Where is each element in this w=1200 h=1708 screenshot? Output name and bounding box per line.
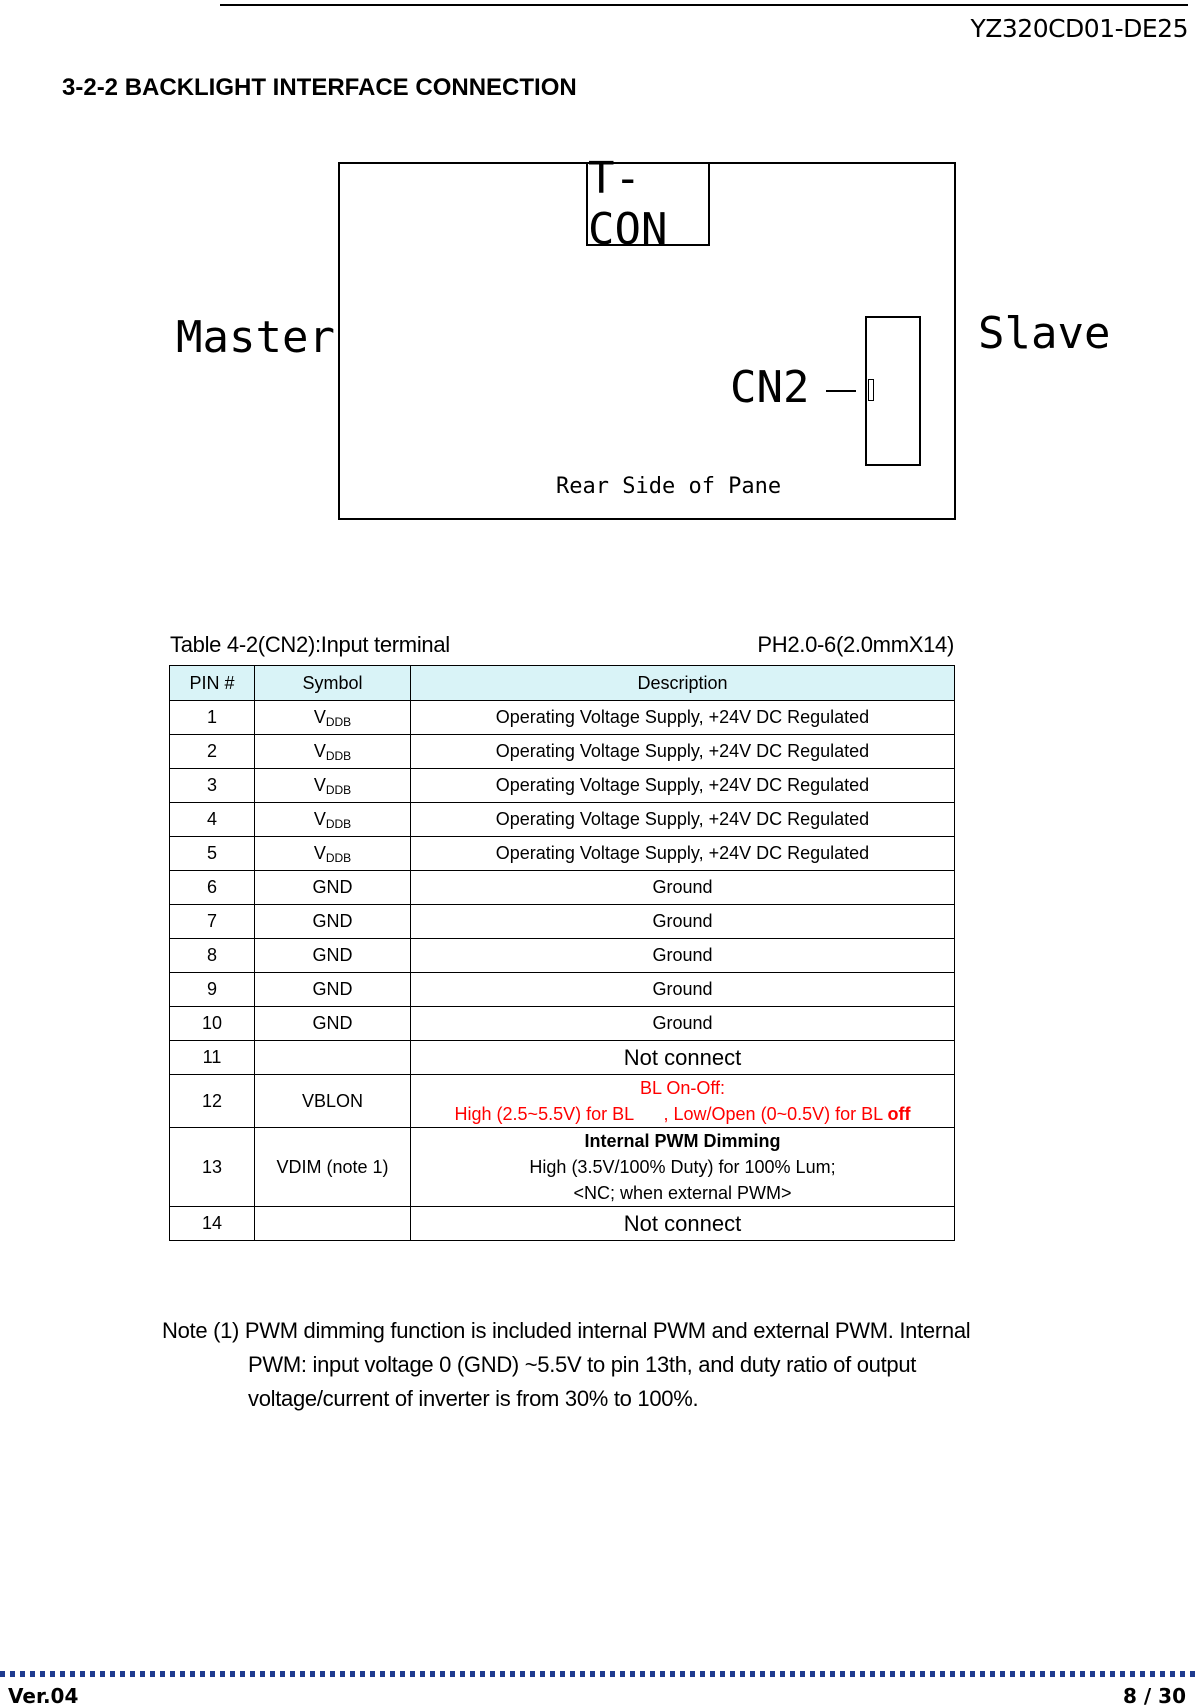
- symbol-cell: [255, 1041, 411, 1075]
- description-cell: Operating Voltage Supply, +24V DC Regulated: [411, 769, 955, 803]
- cn2-label: CN2: [730, 362, 810, 413]
- symbol-cell: VBLON: [255, 1075, 411, 1128]
- document-id: YZ320CD01-DE25: [970, 14, 1188, 43]
- description-cell: Operating Voltage Supply, +24V DC Regulated: [411, 837, 955, 871]
- table-caption: Table 4-2(CN2):Input terminal: [170, 632, 450, 657]
- page-number: 8 / 30: [1123, 1684, 1186, 1708]
- bl-onoff-title: BL On-Off:: [639, 1078, 726, 1098]
- table-row: [170, 837, 955, 871]
- tcon-label: T-CON: [588, 153, 668, 255]
- description-cell: Ground: [411, 905, 955, 939]
- symbol-cell: [255, 769, 411, 803]
- symbol-cell: GND: [255, 939, 411, 973]
- table-row: [170, 939, 955, 973]
- pin-cell: 9: [170, 973, 255, 1007]
- table-row: [170, 769, 955, 803]
- description-cell: Not connect: [411, 1207, 955, 1241]
- note-line-2: PWM: input voltage 0 (GND) ~5.5V to pin 13th, and duty ratio of output: [248, 1352, 917, 1377]
- cn2-leader-line: [826, 390, 856, 392]
- symbol-main: V: [313, 808, 326, 829]
- symbol-cell: [255, 735, 411, 769]
- table-row: [170, 1007, 955, 1041]
- pwm-nc-text: <NC; when external PWM>: [573, 1183, 792, 1203]
- connector-part-number: PH2.0-6(2.0mmX14): [757, 632, 954, 657]
- symbol-subscript: DDB: [325, 782, 352, 797]
- master-label: Master: [176, 312, 335, 363]
- description-cell: Ground: [411, 973, 955, 1007]
- description-cell: Operating Voltage Supply, +24V DC Regulated: [411, 701, 955, 735]
- symbol-cell: GND: [255, 905, 411, 939]
- symbol-cell: [255, 837, 411, 871]
- symbol-cell: [255, 803, 411, 837]
- description-cell: Operating Voltage Supply, +24V DC Regulated: [411, 803, 955, 837]
- pin-cell: 4: [170, 803, 255, 837]
- pwm-title: Internal PWM Dimming: [584, 1131, 781, 1151]
- header-pin: PIN #: [170, 666, 255, 701]
- bl-high-text: High (2.5~5.5V) for BL: [454, 1104, 634, 1124]
- pin-cell: 2: [170, 735, 255, 769]
- description-cell: Operating Voltage Supply, +24V DC Regulated: [411, 735, 955, 769]
- description-cell: [411, 1075, 955, 1128]
- description-cell: Ground: [411, 871, 955, 905]
- table-row: [170, 871, 955, 905]
- bl-off-text: off: [887, 1104, 911, 1124]
- pin-cell: 13: [170, 1128, 255, 1207]
- table-row: [170, 905, 955, 939]
- table-row: [170, 735, 955, 769]
- pin-cell: 8: [170, 939, 255, 973]
- rear-side-label: Rear Side of Pane: [556, 474, 782, 499]
- header-symbol: Symbol: [255, 666, 411, 701]
- note-block: [162, 1314, 1062, 1416]
- pin-cell: 14: [170, 1207, 255, 1241]
- pin-cell: 11: [170, 1041, 255, 1075]
- table-row: [170, 1128, 955, 1207]
- symbol-cell: VDIM (note 1): [255, 1128, 411, 1207]
- symbol-subscript: DDB: [325, 714, 352, 729]
- pin-cell: 3: [170, 769, 255, 803]
- description-cell: Not connect: [411, 1041, 955, 1075]
- description-cell: Ground: [411, 939, 955, 973]
- pin-cell: 7: [170, 905, 255, 939]
- symbol-main: V: [313, 842, 326, 863]
- symbol-subscript: DDB: [325, 850, 352, 865]
- description-cell: Ground: [411, 1007, 955, 1041]
- symbol-cell: [255, 701, 411, 735]
- symbol-cell: GND: [255, 973, 411, 1007]
- note-line-3: voltage/current of inverter is from 30% to 100%.: [248, 1386, 699, 1411]
- section-title: 3-2-2 BACKLIGHT INTERFACE CONNECTION: [62, 74, 577, 101]
- symbol-cell: GND: [255, 1007, 411, 1041]
- bl-onoff-detail: [411, 1101, 954, 1127]
- pin-table: [169, 665, 955, 1241]
- slave-label: Slave: [978, 308, 1111, 359]
- table-row: [170, 973, 955, 1007]
- symbol-subscript: DDB: [325, 748, 352, 763]
- pin-cell: 10: [170, 1007, 255, 1041]
- table-row: [170, 701, 955, 735]
- pin-cell: 6: [170, 871, 255, 905]
- note-line-1: Note (1) PWM dimming function is included internal PWM and external PWM. Internal: [162, 1318, 971, 1343]
- cn2-pin-marker: [868, 379, 874, 401]
- table-row: [170, 1207, 955, 1241]
- pin-cell: 1: [170, 701, 255, 735]
- table-header-row: [170, 666, 955, 701]
- bl-low-text: , Low/Open (0~0.5V) for BL: [663, 1104, 883, 1124]
- symbol-main: V: [313, 740, 326, 761]
- table-row: [170, 1075, 955, 1128]
- symbol-main: V: [313, 774, 326, 795]
- symbol-cell: GND: [255, 871, 411, 905]
- table-row: [170, 1041, 955, 1075]
- symbol-cell: [255, 1207, 411, 1241]
- symbol-subscript: DDB: [325, 816, 352, 831]
- pin-cell: 12: [170, 1075, 255, 1128]
- header-description: Description: [411, 666, 955, 701]
- table-row: [170, 803, 955, 837]
- top-rule: [220, 4, 1188, 6]
- description-cell: [411, 1128, 955, 1207]
- footer-dotted-rule: [0, 1671, 1200, 1677]
- bl-on-hidden-text: on: [638, 1104, 659, 1124]
- pwm-high-text: High (3.5V/100% Duty) for 100% Lum;: [529, 1157, 836, 1177]
- version-label: Ver.04: [8, 1684, 79, 1708]
- pin-cell: 5: [170, 837, 255, 871]
- symbol-main: V: [313, 706, 326, 727]
- tcon-box: [586, 153, 710, 255]
